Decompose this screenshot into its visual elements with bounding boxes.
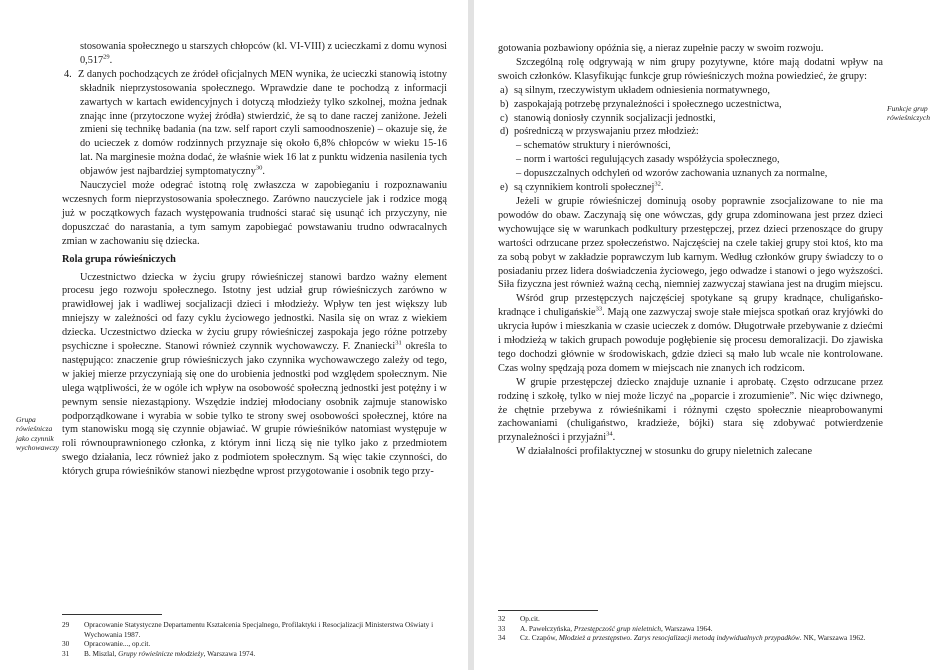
paragraph-role-text: Uczestnictwo dziecka w życiu grupy rówieśniczej stanowi bardzo ważny element procesu jego rozwoju społecznego. Istotny jest udział grup rówieśniczych zarówno w prawidłowej jak i wadliwej socjalizacji dzieci i młodzieży. Wpływ ten jest większy lub mniejszy w zależności od fazy cyklu życiowego jednostki. Nasila się on wraz z wiekiem dziecka. Uczestnictwo dziecka w życiu grupy rówieśniczej zaspokaja jego różne potrzeby psychiczne i społeczne. Stanowi również czynnik wychowawczy. F. Znaniecki: [62, 271, 447, 353]
footnote-rule: [62, 614, 162, 615]
right-footnotes: [498, 614, 883, 643]
list-label: d): [500, 126, 509, 138]
footnote-text-after: . NK, Warszawa 1962.: [799, 633, 866, 643]
list-item-b: [498, 98, 883, 112]
footnote-number: 33: [498, 623, 506, 633]
list-item-c: [498, 112, 883, 126]
footnote: [62, 639, 450, 649]
list-label: a): [500, 84, 508, 96]
paragraph-teachers: Nauczyciel może odegrać istotną rolę zwłaszcza w zapobieganiu i rozpoznawaniu wczesnych form nieprzystosowania społecznego. Zarówno nauczyciele jak i rodzice mogą już w początkowych fazach występowania trudności starać się usunąć ich przyczyny, nie dopuszczać do narastania, a tym samym zapobiegać powstawaniu trudno odwracalnych zmian w zachowaniu się dziecka.: [62, 180, 447, 247]
list-label: e): [500, 182, 508, 194]
paragraph-criminal-groups: [498, 292, 883, 375]
footnote-title: Grupy rówieśnicze młodzieży: [118, 648, 204, 658]
footnote-ref: 29: [103, 53, 110, 61]
footnote: [498, 624, 883, 634]
footnote-title: Młodzież a przestępstwo. Zarys resocjalizacji metodą indywidualnych przypadków: [558, 633, 800, 643]
right-page-body: [498, 42, 883, 459]
right-margin-note: Funkcje grup rówieśniczych: [887, 104, 931, 123]
footnote-number: 34: [498, 633, 506, 643]
left-footnotes: [62, 620, 450, 658]
footnote-text: A. Pawełczyńska,: [520, 623, 574, 633]
left-page-body: [62, 40, 447, 479]
footnote-text-after: , Warszawa 1974.: [203, 648, 256, 658]
list-item-a: [498, 84, 883, 98]
list-label: b): [500, 98, 509, 110]
footnote-title: Przestępczość grup nieletnich: [573, 623, 662, 633]
intro-end: .: [109, 54, 113, 66]
footnote-text: Cz. Czapów,: [520, 633, 559, 643]
footnote-ref: 32: [654, 180, 661, 188]
paragraph-text: W grupie przestępczej dziecko znajduje uznanie i aprobatę. Często odrzucane przez rodzinę i szkołę, tylko w niej może liczyć na „poparcie i zrozumienie”. Nic więc dziwnego, że chętnie przebywa z rówieśnikami i różnymi często społecznie nieaprobowanymi zachowaniami (chuligaństwo, kradzieże, bójki) stara się zdobywać potwierdzenie przynależności i przyjaźni: [498, 376, 883, 444]
paragraph-special-role: Szczególną rolę odgrywają w nim grupy pozytywne, które mają dodatni wpływ na swoich członków. Klasyfikując funkcje grup rówieśniczych można powiedzieć, że grupy:: [498, 56, 883, 82]
right-page: [474, 0, 947, 670]
paragraph-role-text-cont: określa to następująco: znaczenie grup rówieśniczych jako czynnika wychowawczego zależy od tego, w jakiej mierze przyczyniają się one do urobienia jednostki pod względem społecznym. Nie ulega wątpliwości, że w ogóle ich wpływ na osobowość społeczną jednostki jest potężny i w pewnym sensie niezastąpiony. Wszędzie indziej młodociany osobnik zajmuje stanowisko podporządkowane i wyrabia w sobie tylko te strony swej osobowości społecznej, które na tym stanowisku mogą się czynnie objawiać. W grupie rówieśników natomiast występuje w roli równouprawnionego członka, z którym inni liczą się nie tylko jako z przedmiotem swego działania, lecz również jako z podmiotem społecznym. Są więc takie czynności, do których grupa rówieśników stanowi niezbędne wprost przygotowanie i osobnik tego przy-: [62, 341, 447, 478]
list-number: 4.: [64, 68, 72, 80]
footnote-ref: 31: [395, 339, 402, 347]
dash-item: – norm i wartości regulujących zasady współżycia społecznego,: [516, 154, 780, 166]
paragraph-text-cont: . Mają one zazwyczaj swoje stałe miejsca spotkań oraz kryjówki do ukrycia łupów i mieszkania w czasie ucieczek z domów. Długotrwałe przebywanie z dziećmi i młodzieżą w takich grupach powoduje pogłębienie się procesu demoralizacji. Do zjawiska tego dochodzi głównie w środowiskach, gdzie dzieci są mało lub wcale nie kontrolowane. Czas wolny spędzają poza domem w miejscach nie znanych ich rodzicom.: [498, 307, 883, 374]
footnote-number: 30: [62, 639, 70, 649]
list-item-text: są czynnikiem kontroli społecznej: [514, 182, 655, 194]
intro-continuation: [62, 40, 447, 68]
section-heading: Rola grupa rówieśniczych: [62, 253, 176, 265]
dash-item: – schematów struktury i nierówności,: [516, 140, 671, 152]
footnote-number: 31: [62, 648, 70, 658]
paragraph-end: .: [612, 432, 616, 444]
dash-item: – dopuszczalnych odchyleń od wzorów zachowania uznanych za normalne,: [516, 168, 828, 180]
list-item-text: Z danych pochodzących ze źródeł oficjalnych MEN wynika, że ucieczki stanowią istotny składnik nieprzystosowania społecznego. Wprawdzie dane te pochodzą z informacji zawartych w kartach ewidencyjnych i dotyczą młodzieży tylko szkolnej, można jednak znając inne (przytoczone wyżej źródła) stwierdzić, że są to dane raczej zaniżone. Jeżeli zmieni się technikę badania (na tzw. self raport czyli samoodnoszenie) – okazuje się, że do ucieczek z domów rodzinnych przyznaje się około 6,8% chłopców w wieku 15-16 lat. Na marginesie można dodać, że właśnie wiek 16 lat z punktu widzenia nasilenia tych objawów jest najbardziej symptomatyczny: [78, 68, 447, 178]
footnote-text: Op.cit.: [520, 614, 540, 623]
list-item-4: [62, 68, 447, 179]
list-label: c): [500, 112, 508, 124]
footnote-number: 32: [498, 614, 506, 623]
list-item-end: .: [660, 182, 664, 194]
footnote-rule: [498, 610, 598, 611]
footnote-text: B. Miszlal,: [84, 648, 119, 658]
paragraph-last: W działalności profilaktycznej w stosunku do grupy nieletnich zalecane: [516, 446, 813, 458]
intro-text: stosowania społecznego u starszych chłopców (kl. VI-VIII) z ucieczkami z domu wynosi 0,517: [80, 41, 447, 66]
footnote-ref: 30: [255, 164, 263, 172]
footnote: [62, 620, 450, 639]
paragraph-role: [62, 271, 447, 480]
footnote: [498, 633, 883, 643]
footnote: [62, 649, 450, 659]
footnote-text: Opracowanie..., op.cit.: [84, 639, 151, 649]
footnote-ref: 34: [606, 430, 613, 438]
list-item-text: stanowią doniosły czynnik socjalizacji jednostki,: [514, 112, 716, 124]
paragraph-continuation: gotowania pozbawiony opóźnia się, a nieraz zupełnie paczy w swoim rozwoju.: [498, 43, 824, 54]
list-item-text: zaspokajają potrzebę przynależności i społecznego uczestnictwa,: [514, 98, 782, 110]
footnote-ref: 33: [595, 305, 603, 313]
list-item-text: pośredniczą w przyswajaniu przez młodzież:: [514, 126, 699, 138]
left-page: [0, 0, 470, 670]
footnote-text: Opracowanie Statystyczne Departamentu Kształcenia Specjalnego, Profilaktyki i Resocjalizacji Ministerstwa Oświaty i Wychowania 1987.: [84, 620, 434, 639]
list-item-end: .: [262, 166, 265, 178]
footnote: [498, 614, 883, 624]
list-item-e: [498, 181, 883, 195]
list-item-text: są silnym, rzeczywistym układem odniesienia normatywnego,: [514, 84, 770, 96]
footnote-number: 29: [62, 620, 70, 629]
paragraph-approval: [498, 376, 883, 446]
left-margin-note: Grupa rówieśnicza jako czynnik wychowawczy: [16, 415, 60, 453]
paragraph-dominate: Jeżeli w grupie rówieśniczej dominują osoby poprawnie zsocjalizowane to nie ma powodów do obaw. Zaczynają się one wówczas, gdy grupa zdominowana jest przez dzieci wychowujące się w warunkach podkultury przestępczej, przez dzieci przenoszące do grupy wartości odrzucane przez społeczeństwo. Najczęściej na czele takiej grupy stoi ktoś, kto ma za sobą pobyt w zakładzie poprawczym lub karnym. Według członków grupy świadczy to o posiadaniu przez lidera doświadczenia życiowego, jego odwadze i stanowi o jego wyższości. Siła fizyczna jest również ważną cechą, niemniej zazwyczaj stawiana jest na drugim miejscu.: [498, 195, 883, 291]
list-item-d: [498, 125, 883, 139]
paragraph-text: Wśród grup przestępczych najczęściej spotykane są grupy kradnące, chuligańsko-kradnące i chuligańskie: [498, 293, 883, 319]
footnote-text-after: , Warszawa 1964.: [661, 623, 713, 633]
